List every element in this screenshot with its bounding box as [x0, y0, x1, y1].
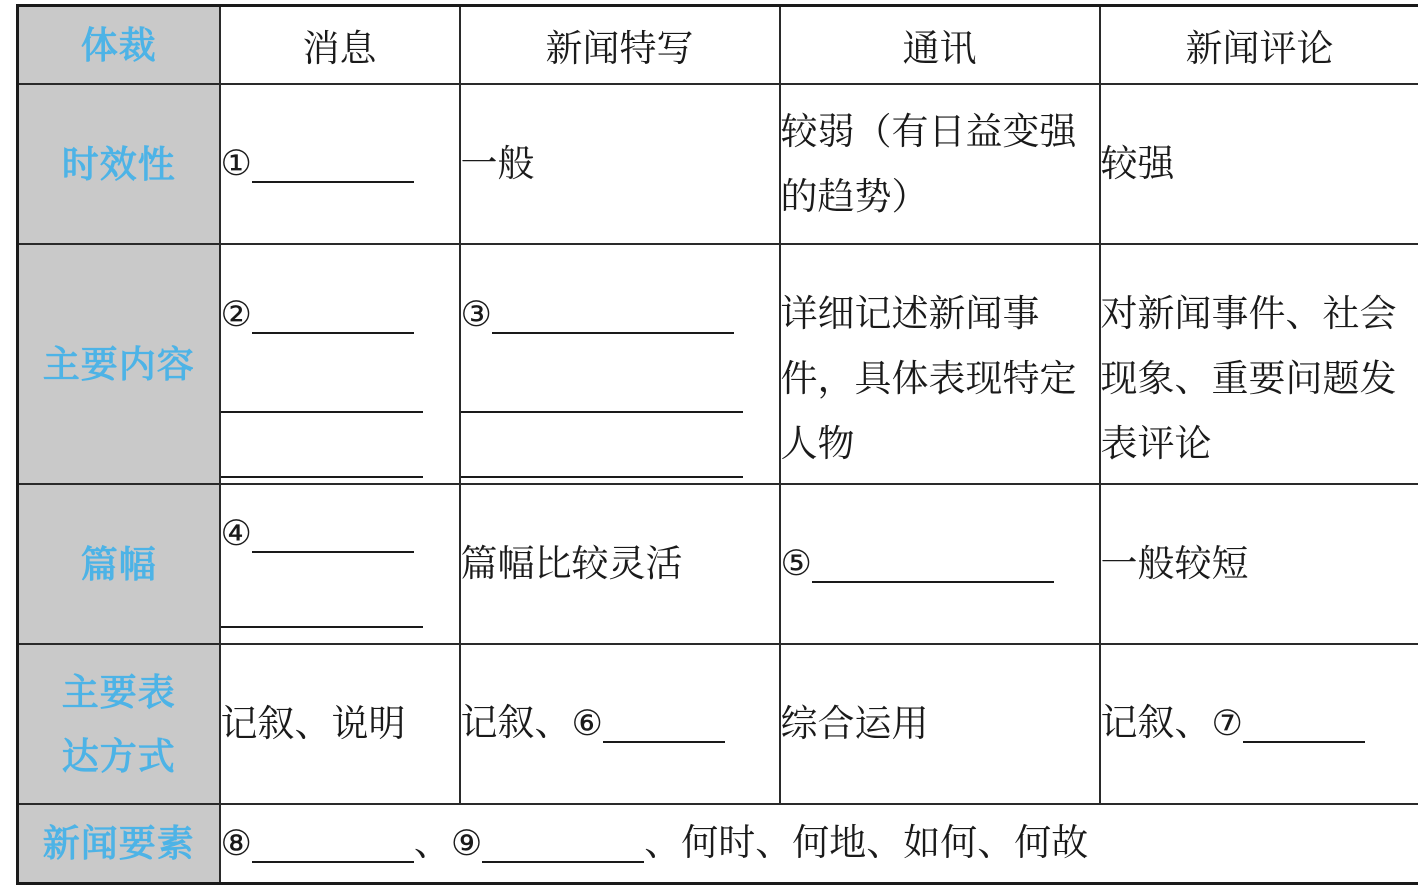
- elements-label: 新闻要素: [18, 804, 220, 884]
- genre-header: 体裁: [18, 6, 220, 84]
- blank-4-line[interactable]: [252, 550, 414, 553]
- timeliness-row: [18, 84, 1418, 244]
- expression-commentary-prefix: 记叙、: [1100, 701, 1212, 744]
- length-label: 篇幅: [18, 484, 220, 644]
- blank-3-line-2[interactable]: [461, 410, 743, 413]
- col-header-commentary: 新闻评论: [1100, 6, 1418, 84]
- content-report: 详细记述新闻事件，具体表现特定人物: [780, 244, 1100, 484]
- blank-4-line-2[interactable]: [221, 625, 423, 628]
- blank-2-line-2[interactable]: [221, 410, 423, 413]
- timeliness-feature: 一般: [460, 84, 780, 244]
- blank-9-number: ⑨: [450, 823, 483, 864]
- expression-row: [18, 644, 1418, 804]
- header-row: [18, 6, 1418, 84]
- blank-8-line[interactable]: [252, 860, 414, 863]
- col-header-news: 消息: [220, 6, 460, 84]
- content-commentary: 对新闻事件、社会现象、重要问题发表评论: [1100, 244, 1418, 484]
- expression-label: [18, 644, 220, 804]
- blank-3-cell: [460, 244, 780, 484]
- content-row: [18, 244, 1418, 484]
- length-row: [18, 484, 1418, 644]
- timeliness-commentary: 较强: [1100, 84, 1418, 244]
- blank-9-line[interactable]: [482, 860, 644, 863]
- news-genre-table: [16, 4, 1418, 885]
- blank-7-line[interactable]: [1243, 740, 1365, 743]
- blank-1-number: ①: [220, 144, 252, 184]
- elements-separator: 、: [413, 820, 451, 864]
- blank-6-cell: [460, 644, 780, 804]
- expression-report: 综合运用: [780, 644, 1100, 804]
- timeliness-label: 时效性: [18, 84, 220, 244]
- blank-7-number: ⑦: [1211, 704, 1243, 744]
- blank-5-number: ⑤: [780, 544, 812, 584]
- length-feature: 篇幅比较灵活: [460, 484, 780, 644]
- blank-7-cell: [1100, 644, 1418, 804]
- blank-5-cell: [780, 484, 1100, 644]
- blank-3-line-3[interactable]: [461, 475, 743, 478]
- content-label: 主要内容: [18, 244, 220, 484]
- length-commentary: 一般较短: [1100, 484, 1418, 644]
- blank-5-line[interactable]: [812, 580, 1054, 583]
- blank-2-line-3[interactable]: [221, 475, 423, 478]
- expression-label-text: 主要表达方式: [61, 669, 176, 778]
- blank-2-number: ②: [220, 294, 252, 335]
- elements-tail: 、何时、何地、如何、何故: [644, 820, 1089, 864]
- blank-2-line[interactable]: [252, 331, 414, 334]
- blank-1-line[interactable]: [252, 180, 414, 183]
- blank-4-cell: [220, 484, 460, 644]
- blank-4-number: ④: [220, 513, 252, 554]
- elements-cell: [220, 804, 1418, 884]
- blank-3-number: ③: [460, 294, 492, 335]
- expression-feature-prefix: 记叙、: [460, 701, 572, 744]
- blank-6-line[interactable]: [603, 740, 725, 743]
- expression-news: 记叙、说明: [220, 644, 460, 804]
- timeliness-report: 较弱（有日益变强的趋势）: [780, 84, 1100, 244]
- blank-1-cell: [220, 84, 460, 244]
- blank-3-line[interactable]: [492, 331, 734, 334]
- blank-2-cell: [220, 244, 460, 484]
- col-header-feature: 新闻特写: [460, 6, 780, 84]
- blank-6-number: ⑥: [571, 704, 603, 744]
- elements-row: [18, 804, 1418, 884]
- col-header-report: 通讯: [780, 6, 1100, 84]
- blank-8-number: ⑧: [220, 823, 252, 864]
